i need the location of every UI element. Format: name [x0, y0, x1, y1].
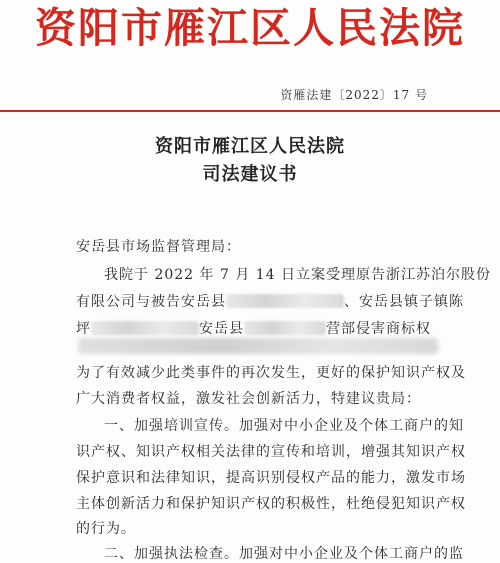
paragraph-2-line-2: 广大消费者权益，激发社会创新活力，特建议贵局： [76, 391, 421, 407]
paragraph-3-line-5: 的行为。 [76, 521, 136, 537]
paragraph-1-line-1: 我院于 2022 年 7 月 14 日立案受理原告浙江苏泊尔股份 [104, 267, 492, 283]
paragraph-3-line-3: 保护意识和法律知识，提高识别侵权产品的能力，激发市场 [76, 470, 466, 486]
paragraph-1-line-3-start: 坪 [76, 321, 91, 337]
addressee: 安岳县市场监督管理局： [76, 239, 241, 255]
red-divider-line [0, 110, 500, 112]
redacted-text [244, 321, 326, 335]
paragraph-1-line-3 [76, 318, 431, 338]
document-title-type: 司法建议书 [202, 164, 298, 185]
paragraph-1-line-2 [76, 291, 464, 311]
paragraph-3-line-4: 主体创新活力和保护知识产权的积极性，杜绝侵犯知识产权 [76, 496, 466, 512]
paragraph-4-line-1: 二、加强执法检查。加强对中小企业及个体工商户的监 [104, 546, 464, 562]
document-number: 资雁法建〔2022〕17 号 [280, 88, 428, 102]
paragraph-1-line-3-mid: 安岳县 [199, 321, 244, 337]
paragraph-2-line-1: 为了有效减少此类事件的再次发生，更好的保护知识产权及 [76, 365, 466, 381]
redacted-text [226, 294, 344, 308]
document-title-court: 资阳市雁江区人民法院 [155, 136, 345, 157]
paragraph-3-line-2: 识产权、知识产权相关法律的宣传和培训，增强其知识产权 [76, 444, 466, 460]
paragraph-1-line-2-end: 、安岳县镇子镇陈 [344, 294, 464, 310]
paragraph-1-line-3-end: 营部侵害商标权 [326, 321, 431, 337]
paragraph-3-line-1: 一、加强培训宣传。加强对中小企业及个体工商户的知 [104, 418, 464, 434]
redacted-text [91, 321, 199, 335]
redacted-line [78, 338, 438, 354]
court-masthead: 资阳市雁江区人民法院 [35, 4, 465, 52]
paragraph-1-line-2-start: 有限公司与被告安岳县 [76, 294, 226, 310]
